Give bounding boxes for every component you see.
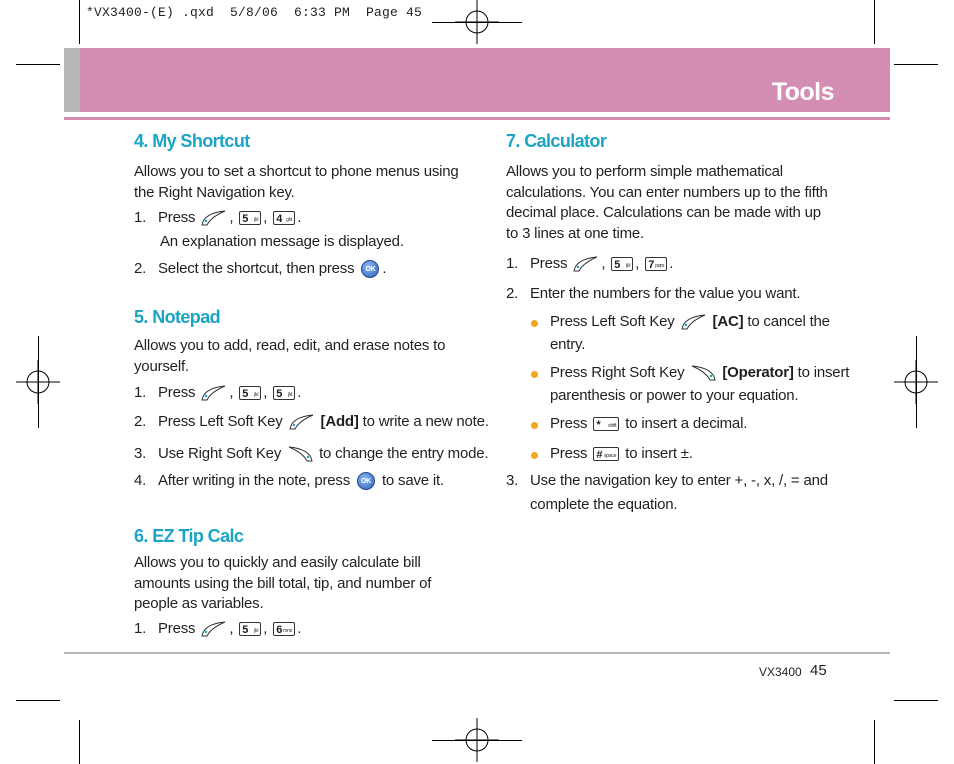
key-pound-icon: # space [593,447,619,461]
left-soft-key-icon [573,255,599,273]
step-text: Press [158,209,196,226]
calculator-bullet-decimal: Press * shift to insert a decimal. [550,415,748,432]
my-shortcut-intro: Allows you to set a shortcut to phone menus using the Right Navigation key. [134,163,459,201]
step-number: 1. [134,209,147,226]
left-soft-key-icon [201,209,227,227]
key-5-icon: 5 jkl [273,386,295,400]
calculator-step-3: 3. Use the navigation key to enter +, -, x, /, = and [506,472,828,489]
header-band [80,48,890,112]
calculator-step-3-cont: complete the equation. [530,496,678,513]
my-shortcut-step-1-note: An explanation message is displayed. [160,233,404,250]
heading-ez-tip-calc: 6. EZ Tip Calc [134,526,244,546]
my-shortcut-step-1: 1. Press , 5 jkl , 4 ghi . [134,209,302,226]
notepad-step-3: 3. Use Right Soft Key to change the entry mode. [134,445,489,462]
right-soft-key-icon [287,445,313,463]
heading-my-shortcut: 4. My Shortcut [134,131,250,151]
page-number: 45 [810,662,827,679]
heading-calculator: 7. Calculator [506,131,607,151]
header-rule [64,117,890,120]
calculator-bullet-operator: Press Right Soft Key [Operator] to insert [550,364,850,381]
key-5-icon: 5 jkl [239,622,261,636]
print-slug: *VX3400-(E) .qxd 5/8/06 6:33 PM Page 45 [86,5,423,20]
calculator-bullet-ac-cont: entry. [550,336,586,353]
crop-mark [16,700,60,701]
calculator-intro: Allows you to perform simple mathematical calculations. You can enter numbers up to the fifth decimal place. Calculations can be made with up to 3 lines at one time. [506,163,828,242]
bullet-icon [531,371,538,378]
crop-mark [874,0,875,44]
notepad-intro: Allows you to add, read, edit, and erase notes to yourself. [134,337,446,375]
key-7-icon: 7 pqrs [645,257,667,271]
crop-mark [16,64,60,65]
bullet-icon [531,452,538,459]
left-soft-key-icon [289,413,315,431]
key-star-icon: * shift [593,417,619,431]
calculator-bullet-plusminus: Press # space to insert ±. [550,445,693,462]
crop-mark [38,336,39,428]
crop-mark [894,700,938,701]
key-5-icon: 5 jkl [239,386,261,400]
notepad-step-2: 2. Press Left Soft Key [Add] to write a new note. [134,413,489,430]
left-soft-key-icon [681,313,707,331]
crop-mark [916,336,917,428]
crop-mark [874,720,875,764]
heading-notepad: 5. Notepad [134,307,221,327]
ok-key-icon: OK [357,472,375,490]
key-4-icon: 4 ghi [273,211,295,225]
crop-mark [79,0,80,44]
left-soft-key-icon [201,620,227,638]
ez-tip-calc-step-1: 1. Press , 5 jkl , 6 mno . [134,620,302,637]
crop-mark [79,720,80,764]
key-5-icon: 5 jkl [611,257,633,271]
crop-mark [432,22,522,23]
key-6-icon: 6 mno [273,622,295,636]
right-soft-key-icon [690,364,716,382]
key-5-icon: 5 jkl [239,211,261,225]
calculator-bullet-operator-cont: parenthesis or power to your equation. [550,387,799,404]
notepad-step-4: 4. After writing in the note, press OK to save it. [134,472,444,489]
crop-mark [432,740,522,741]
header-band-grey [64,48,80,112]
left-soft-key-icon [201,384,227,402]
my-shortcut-step-2: 2. Select the shortcut, then press OK . [134,260,387,277]
calculator-bullet-ac: Press Left Soft Key [AC] to cancel the [550,313,830,330]
notepad-step-1: 1. Press , 5 jkl , 5 jkl . [134,384,302,401]
calculator-step-1: 1. Press , 5 jkl , 7 pqrs . [506,255,674,272]
crop-mark [894,64,938,65]
ok-key-icon: OK [361,260,379,278]
bullet-icon [531,422,538,429]
model-name: VX3400 [759,665,802,679]
ez-tip-calc-intro: Allows you to quickly and easily calculate bill amounts using the bill total, tip, and number of people as variables. [134,554,432,612]
page-title: Tools [771,78,834,106]
footer-rule [64,652,890,654]
bullet-icon [531,320,538,327]
calculator-step-2: 2. Enter the numbers for the value you want. [506,285,801,302]
